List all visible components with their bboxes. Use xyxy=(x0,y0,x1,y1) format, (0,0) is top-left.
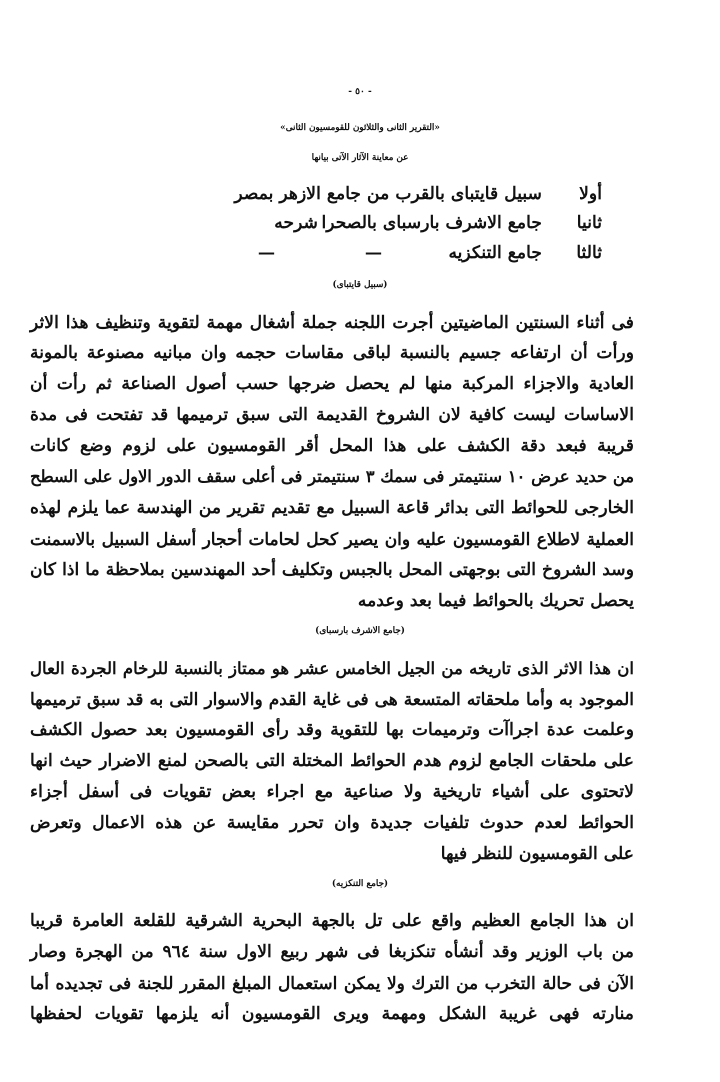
paragraph-line: ورأت أن ارتفاعه جسيم بالنسبة لباقى مقاسات حجمه وان مبانيه مصنوعة بالمونة xyxy=(30,343,634,363)
paragraph-line: من باب الوزير وقد أنشأه تنكزبغا فى شهر ربيع الاول سنة ٩٦٤ من الهجرة وصار xyxy=(30,942,634,962)
page-number: - ٥٠ - xyxy=(348,87,372,97)
report-subtitle: عن معاينة الآثار الآتى بيانها xyxy=(311,153,409,163)
list-item-ordinal: ثالثا xyxy=(576,243,602,263)
paragraph-line: الاساسات ليست كافية لان الشروخ القديمة التى سبق ترميمها قد تفتحت فى مدة xyxy=(30,405,634,425)
paragraph-line: العملية لاطلاع القومسيون عليه وان يصير كحل لحامات أحجار أسفل السبيل بالاسمنت xyxy=(30,529,634,549)
list-item-note: — xyxy=(257,243,275,263)
paragraph-line: على القومسيون للنظر فيها xyxy=(440,844,634,864)
list-item-ordinal: ثانيا xyxy=(576,213,602,233)
list-item-text: سبيل قايتباى بالقرب من جامع الازهر بمصر xyxy=(234,184,542,204)
paragraph-line: قريبة فبعد دقة الكشف على هذا المحل أقر القومسيون على لزوم وضع كانات xyxy=(30,436,634,456)
paragraph-line: ان هذا الجامع العظيم واقع على تل بالجهة البحرية الشرقية للقلعة العامرة قريبا xyxy=(30,911,634,931)
paragraph-line: وعلمت عدة اجراآت وترميمات بها للتقوية وقد رأى القومسيون بعد حصول الكشف xyxy=(30,720,634,740)
paragraph-line: ان هذا الاثر الذى تاريخه من الجيل الخامس عشر هو ممتاز بالنسبة للرخام الجردة العال xyxy=(30,658,634,678)
list-item-text: جامع التنكزيه xyxy=(448,243,542,263)
paragraph-line: الآن فى حالة التخرب من الترك ولا يمكن استعمال المبلغ المقرر للجنة فى تجديده أما xyxy=(30,973,634,993)
list-item-text: جامع الاشرف بارسباى بالصحرا xyxy=(321,213,542,233)
list-item-note: شرحه xyxy=(274,213,318,233)
paragraph-line: من حديد عرض ١٠ سنتيمتر فى سمك ٣ سنتيمتر فى أعلى سقف الدور الاول على السطح xyxy=(30,467,634,486)
list-item-ordinal: أولا xyxy=(579,184,602,204)
paragraph-line: الموجود به وأما ملحقاته المتسعة هى فى غاية القدم والاسوار التى به قد سبق ترميمها xyxy=(30,689,634,709)
section-heading: (جامع التنكزيه) xyxy=(331,879,389,889)
paragraph-line: وسد الشروخ التى بوجهتى المحل بالجبس وتكليف أحد المهندسين بملاحظة ما اذا كان xyxy=(30,560,634,580)
paragraph-line: يحصل تحريك بالحوائط فيما بعد وعدمه xyxy=(357,591,634,611)
paragraph-line: فى أثناء السنتين الماضيتين أجرت اللجنه جملة أشغال مهمة لتقوية وتنظيف هذا الاثر xyxy=(30,313,634,333)
paragraph-line: منارته فهى غريبة الشكل ومهمة ويرى القومسيون أنه يلزمها تقويات لحفظها xyxy=(30,1004,634,1024)
list-item-note: — xyxy=(364,243,382,263)
paragraph-line: الخارجى للحوائط التى بدائر قاعة السبيل مع تقديم تقرير من الهندسة عما يلزم لهذه xyxy=(30,498,634,518)
section-heading: (جامع الاشرف بارسباى) xyxy=(315,626,405,636)
section-heading: (سبيل قايتباى) xyxy=(332,280,388,290)
paragraph-line: لاتحتوى على أشياء تاريخية ولا صناعية مع اجراء بعض تقويات فى أسفل أجزاء xyxy=(30,782,634,802)
paragraph-line: العادية والاجزاء المركبة منها لم يحصل ضرجها حسب أصول الصناعة ثم رأت أن xyxy=(30,374,634,394)
report-title: «التقرير الثانى والثلاثون للقومسيون الثانى» xyxy=(280,123,440,133)
paragraph-line: الحوائط لعدم حدوث تلفيات جديدة وان تحرر مقايسة عن هذه الاعمال وتعرض xyxy=(30,813,634,833)
paragraph-line: على ملحقات الجامع لزوم هدم الحوائط المختلة التى بالصحن لمنع الاضرار حيث انها xyxy=(30,751,634,771)
